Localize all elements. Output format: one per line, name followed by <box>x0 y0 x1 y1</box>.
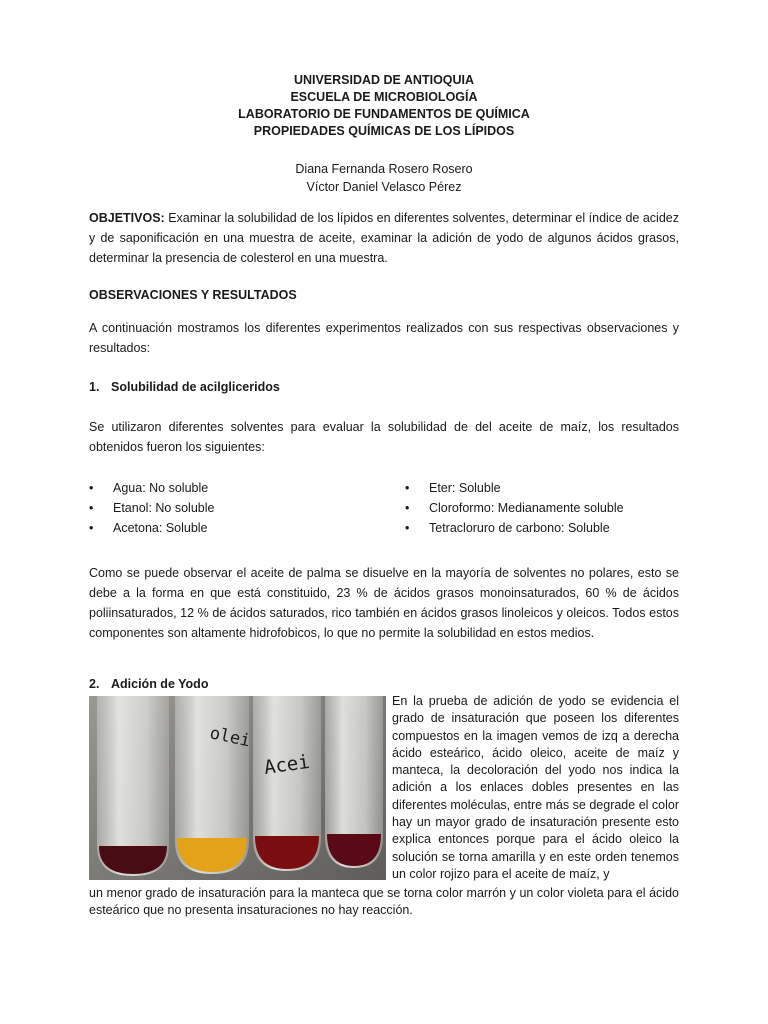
author-2: Víctor Daniel Velasco Pérez <box>306 180 462 194</box>
tube-stearic-acid <box>97 696 169 876</box>
photo-label-oleic: olei <box>207 723 253 752</box>
section2-number: 2. <box>89 677 100 691</box>
section1-number: 1. <box>89 380 100 394</box>
list-item: • Etanol: No soluble <box>89 498 214 518</box>
bullet-icon: • <box>405 481 410 495</box>
bullet-icon: • <box>89 481 94 495</box>
authors <box>0 160 768 196</box>
author-1: Diana Fernanda Rosero Rosero <box>295 162 473 176</box>
bullet-icon: • <box>405 501 410 515</box>
photo-label-oil: Acei <box>262 750 312 779</box>
tube-corn-oil <box>253 696 321 871</box>
section1-title: Solubilidad de acilgliceridos <box>111 380 280 394</box>
list-item: • Tetracloruro de carbono: Soluble <box>405 518 624 538</box>
section1-heading <box>89 377 679 397</box>
tube-lard <box>325 696 383 868</box>
list-item: • Acetona: Soluble <box>89 518 214 538</box>
bullet-icon: • <box>89 501 94 515</box>
results-list-right <box>405 478 624 538</box>
iodine-discussion-continued: un menor grado de insaturación para la manteca que se torna color marrón y un color violeta para el ácido esteárico que no presenta insaturaciones no hay reacción. <box>89 886 679 918</box>
section2-title: Adición de Yodo <box>111 677 209 691</box>
bullet-icon: • <box>405 521 410 535</box>
section1-text: Se utilizaron diferentes solventes para evaluar la solubilidad de del aceite de maíz, los resultados obtenidos fueron los siguientes: <box>89 420 679 454</box>
objectives-paragraph <box>89 208 679 268</box>
school-name: ESCUELA DE MICROBIOLOGÍA <box>290 90 478 104</box>
university-name: UNIVERSIDAD DE ANTIOQUIA <box>293 73 475 87</box>
objectives-text: Examinar la solubilidad de los lípidos en diferentes solventes, determinar el índice de acidez y de saponificación en una muestra de aceite, examinar la adición de yodo de algunos ácidos grasos, determinar la presencia de colesterol en una muestra. <box>89 211 679 265</box>
test-tubes-photo <box>89 696 386 880</box>
solubility-discussion: Como se puede observar el aceite de palma se disuelve en la mayoría de solventes no polares, esto se debe a la forma en que está constituido, 23 % de ácidos grasos monoinsaturados, 60 % de ácidos poliinsaturados, 12 % de ácidos saturados, rico también en ácidos grasos linoleicos y oleicos. Todos estos componentes son altamente hidrofobicos, lo que no permite la solubilidad en estos medios. <box>89 566 679 640</box>
list-item: • Cloroformo: Medianamente soluble <box>405 498 624 518</box>
iodine-discussion-wrapped: En la prueba de adición de yodo se evidencia el grado de insaturación que poseen los diferentes compuestos en la imagen vemos de izq a derecha ácido esteárico, ácido oleico, aceite de maíz y manteca, la decoloración del yodo nos indica la adición a los enlaces dobles presentes en las diferentes moléculas, entre más se degrade el color hay un mayor grado de insaturación presente esto explica entonces porque para el ácido oleico la solución se torna amarilla y en este orden tenemos un color rojizo para el aceite de maíz, y <box>392 694 679 881</box>
lab-name: LABORATORIO DE FUNDAMENTOS DE QUÍMICA <box>238 107 530 121</box>
report-topic: PROPIEDADES QUÍMICAS DE LOS LÍPIDOS <box>253 124 515 138</box>
list-item: • Agua: No soluble <box>89 478 214 498</box>
bullet-icon: • <box>89 521 94 535</box>
observations-heading: OBSERVACIONES Y RESULTADOS <box>89 288 297 302</box>
results-list-left <box>89 478 214 538</box>
intro-paragraph: A continuación mostramos los diferentes experimentos realizados con sus respectivas observaciones y resultados: <box>89 321 679 355</box>
section2-heading <box>89 674 679 694</box>
list-item: • Eter: Soluble <box>405 478 624 498</box>
objectives-label: OBJETIVOS: <box>89 211 165 225</box>
document-header <box>0 72 768 140</box>
